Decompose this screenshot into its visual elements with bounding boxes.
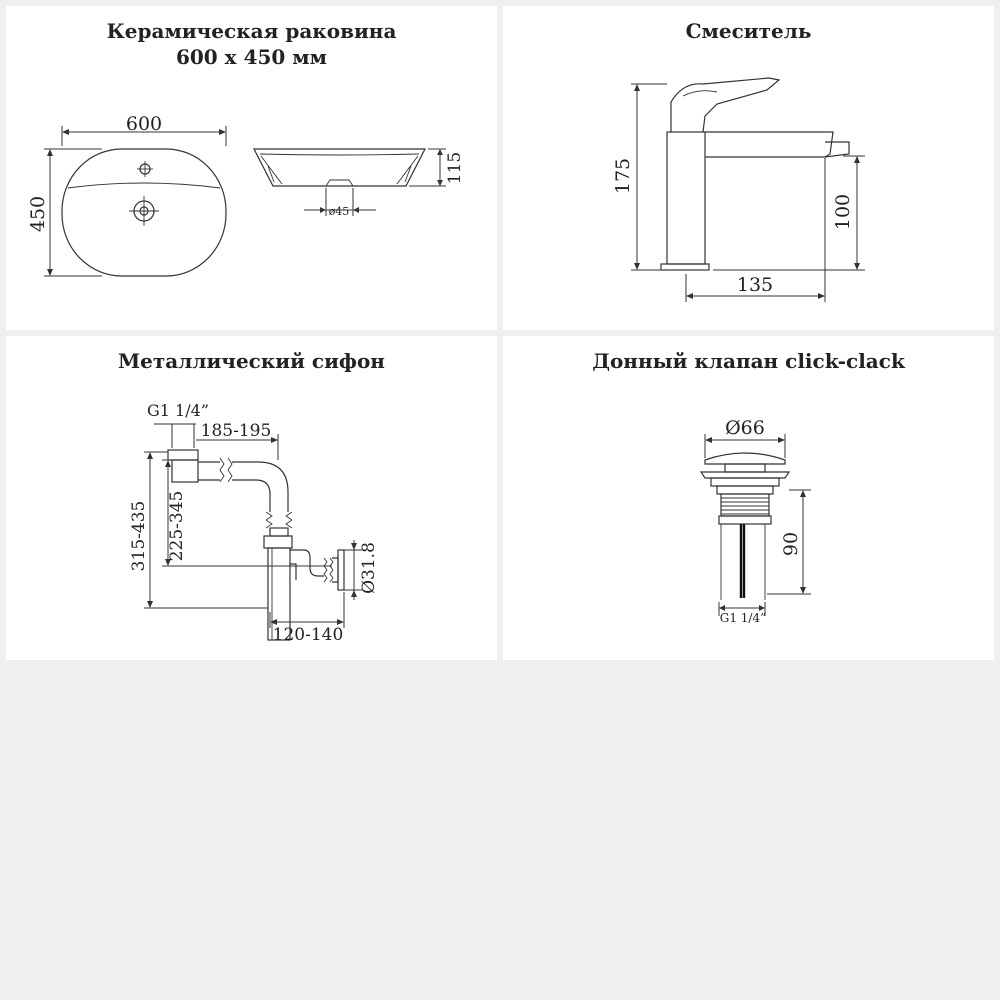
siphon-outlet-diameter-dimension	[342, 540, 379, 600]
valve-drawing	[503, 336, 994, 660]
sink-top-view	[62, 149, 226, 276]
valve-height-label: 90	[780, 531, 802, 557]
faucet-reach-label: 135	[736, 274, 774, 296]
sink-side-view	[254, 149, 425, 186]
sink-title-line1: Керамическая раковина	[106, 19, 397, 43]
siphon-outlet-length-dimension	[270, 592, 344, 645]
sink-depth-label: 115	[445, 151, 465, 185]
siphon-inner-height-dimension	[162, 460, 304, 566]
empty-background-area	[0, 666, 1000, 1000]
sink-depth-dimension	[409, 149, 465, 186]
siphon-offset-label: 185-195	[200, 421, 272, 441]
valve-cap-diameter-label: Ø66	[725, 417, 765, 439]
siphon-total-height-label: 315-435	[129, 500, 149, 572]
valve-title: Донный клапан click-clack	[592, 349, 905, 373]
sink-height-label: 450	[27, 195, 49, 233]
siphon-body	[168, 450, 344, 640]
faucet-title: Смеситель	[685, 19, 812, 43]
sink-height-dimension	[27, 149, 102, 276]
sink-width-label: 600	[125, 113, 163, 135]
sink-width-dimension	[62, 113, 226, 146]
siphon-outlet-diameter-label: Ø31.8	[359, 542, 379, 594]
valve-height-dimension	[767, 490, 811, 594]
valve-body	[701, 453, 789, 600]
sink-drawing	[6, 6, 497, 330]
faucet-spout-height-label: 100	[832, 193, 854, 231]
siphon-drawing	[6, 336, 497, 660]
faucet-panel	[503, 6, 994, 330]
faucet-height-dimension	[612, 84, 667, 270]
siphon-thread-label: G1 1/4”	[147, 401, 209, 420]
siphon-panel	[6, 336, 497, 660]
faucet-drawing	[503, 6, 994, 330]
sink-drain-label: ø45	[328, 205, 350, 218]
siphon-inner-height-label: 225-345	[167, 490, 187, 562]
valve-cap-diameter-dimension	[705, 417, 785, 458]
faucet-spout-height-dimension	[713, 156, 865, 270]
faucet-height-label: 175	[612, 157, 634, 195]
siphon-offset-dimension	[196, 421, 278, 460]
siphon-outlet-length-label: 120-140	[272, 625, 344, 645]
valve-thread-dimension	[719, 602, 766, 625]
siphon-title: Металлический сифон	[118, 349, 385, 373]
sink-drain-dimension	[304, 188, 376, 218]
valve-panel	[503, 336, 994, 660]
faucet-body	[661, 78, 849, 270]
sink-panel	[6, 6, 497, 330]
valve-thread-label: G1 1/4”	[719, 611, 767, 625]
faucet-reach-dimension	[686, 158, 825, 302]
sink-title-line2: 600 x 450 мм	[175, 45, 328, 69]
